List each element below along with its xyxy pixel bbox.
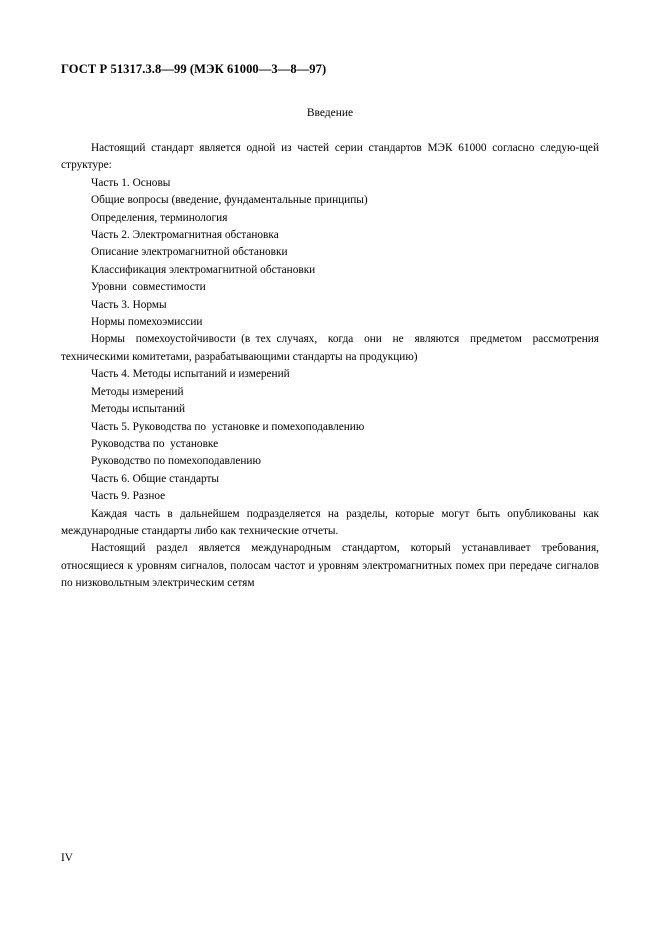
list-item: Часть 4. Методы испытаний и измерений [91,368,290,381]
list-item: Определения, терминология [91,211,228,224]
page-content [61,62,602,593]
list-item: Уровни совместимости [91,281,206,294]
list-item: Часть 9. Разное [91,490,166,503]
document-standard-header: ГОСТ Р 51317.3.8—99 (МЭК 61000—3—8—97) [61,62,327,76]
page-number: IV [61,852,73,864]
list-item: Часть 2. Электромагнитная обстановка [91,229,279,242]
list-item: Руководство по помехоподавлению [91,455,261,468]
list-item-wrapped: Нормы помехоустойчивости (в тех случаях, когда они не являются предметом рассмотрения техническими комитетами, разрабатывающими стандарты на продукцию) [61,333,602,363]
paragraph-2: Каждая часть в дальнейшем подразделяется на разделы, которые могут быть опубликованы как международные стандарты либо как технические отчеты. [61,507,599,537]
section-title: Введение [306,107,354,119]
list-item: Часть 6. Общие стандарты [91,472,220,485]
list-item: Описание электромагнитной обстановки [91,246,288,259]
list-item: Часть 3. Нормы [91,298,167,311]
list-item: Методы измерений [91,385,184,398]
list-item: Часть 1. Основы [91,176,171,189]
list-item: Классификация электромагнитной обстановки [91,263,316,276]
intro-paragraph: Настоящий стандарт является одной из частей серии стандартов МЭК 61000 согласно следую-щей структуре: [61,142,599,172]
body-text [61,140,602,593]
list-item: Методы испытаний [91,403,186,416]
list-item: Нормы помехоэмиссии [91,316,203,329]
list-item: Часть 5. Руководства по установке и помехоподавлению [91,420,365,433]
list-item: Общие вопросы (введение, фундаментальные принципы) [91,194,368,207]
paragraph-3: Настоящий раздел является международным стандартом, который устанавливает требования, относящиеся к уровням сигналов, полосам частот и уровням электромагнитных помех при передаче сигналов по низковольтным электрическим сетям [61,542,599,590]
list-item: Руководства по установке [91,437,219,450]
